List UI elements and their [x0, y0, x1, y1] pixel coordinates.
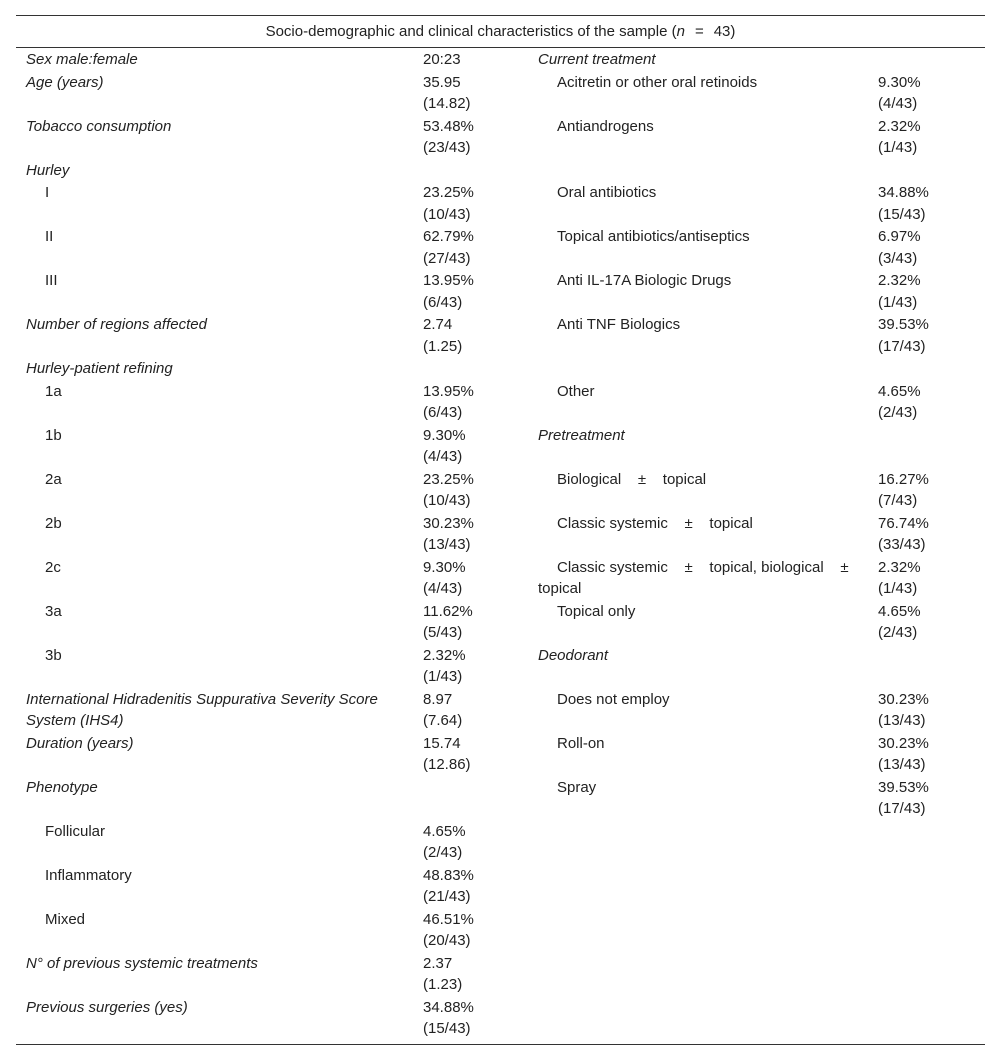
- characteristics-table: [16, 15, 985, 1045]
- table-row: [16, 181, 985, 225]
- row-left-label: Age (years): [26, 73, 104, 91]
- row-right-value: [868, 159, 985, 182]
- row-left-label: Tobacco consumption: [26, 117, 172, 135]
- row-right-value: [868, 952, 985, 996]
- row-right-label: Does not employ: [557, 690, 670, 708]
- row-left-label: Hurley: [26, 161, 70, 179]
- row-left-label: Hurley-patient refining: [26, 360, 173, 377]
- row-left-label: Number of regions affected: [26, 316, 207, 333]
- row-right-value: 34.88% (15/43): [878, 184, 929, 223]
- row-left-value: 13.95% (6/43): [423, 272, 474, 311]
- table-row: [16, 357, 985, 380]
- table-row: [16, 556, 985, 600]
- table-row: [16, 225, 985, 269]
- row-right-label: Other: [557, 382, 595, 400]
- row-right-label: Deodorant: [538, 646, 609, 664]
- row-right-label: [528, 908, 868, 952]
- row-right-label: [528, 864, 868, 908]
- row-right-value: 2.32% (1/43): [878, 117, 921, 156]
- row-left-value: 2.37 (1.23): [423, 954, 463, 993]
- row-left-label: Phenotype: [26, 778, 98, 796]
- table-row: [16, 380, 985, 424]
- row-right-label: Oral antibiotics: [557, 184, 657, 201]
- table-row: [16, 600, 985, 644]
- row-right-value: 2.32% (1/43): [878, 272, 921, 311]
- table-row: [16, 159, 985, 182]
- row-right-value: 30.23% (13/43): [878, 734, 929, 773]
- row-right-label: [528, 952, 868, 996]
- row-right-label: Pretreatment: [538, 426, 625, 444]
- row-right-label: Topical antibiotics/antiseptics: [557, 228, 750, 245]
- table-row: [16, 269, 985, 313]
- table-row: [16, 644, 985, 688]
- row-left-label: 1b: [45, 426, 62, 444]
- row-left-label: Follicular: [45, 822, 106, 840]
- table-row: [16, 996, 985, 1040]
- row-right-label: Roll-on: [557, 734, 605, 752]
- row-right-value: 39.53% (17/43): [878, 778, 929, 817]
- row-left-value: 9.30% (4/43): [423, 426, 466, 465]
- row-left-label: 3b: [45, 646, 62, 664]
- table-row: [16, 952, 985, 996]
- row-right-value: [868, 996, 985, 1040]
- row-right-value: 4.65% (2/43): [878, 382, 921, 421]
- row-right-value: 16.27% (7/43): [878, 470, 929, 509]
- row-left-value: 2.32% (1/43): [423, 646, 466, 685]
- row-right-label: Classic systemic ± topical: [557, 514, 753, 532]
- row-left-value: 23.25% (10/43): [423, 184, 474, 223]
- row-left-value: 13.95% (6/43): [423, 382, 474, 421]
- row-right-value: 4.65% (2/43): [878, 602, 921, 641]
- row-right-value: [868, 864, 985, 908]
- row-right-value: 30.23% (13/43): [878, 690, 929, 729]
- row-left-value: 8.97 (7.64): [423, 690, 463, 729]
- caption-equals: =: [694, 23, 704, 40]
- row-right-label: Antiandrogens: [557, 117, 654, 135]
- table-row: [16, 468, 985, 512]
- row-left-value: 34.88% (15/43): [423, 998, 474, 1037]
- row-right-value: [868, 424, 985, 468]
- row-right-label: [528, 820, 868, 864]
- row-left-value: [413, 776, 528, 820]
- table-row: [16, 313, 985, 357]
- row-right-label: Acitretin or other oral retinoids: [557, 73, 758, 91]
- row-right-value: 9.30% (4/43): [878, 73, 921, 112]
- row-left-label: I: [45, 184, 50, 201]
- row-left-value: 23.25% (10/43): [423, 470, 474, 509]
- row-right-label: Anti IL-17A Biologic Drugs: [557, 272, 732, 289]
- table-row: [16, 732, 985, 776]
- table-row: [16, 115, 985, 159]
- row-right-value: [868, 820, 985, 864]
- row-left-label: 2b: [45, 514, 62, 532]
- row-right-value: [868, 48, 985, 71]
- row-left-label: 3a: [45, 602, 62, 620]
- table-row: [16, 71, 985, 115]
- table-row: [16, 864, 985, 908]
- table-caption: [16, 16, 985, 48]
- row-left-label: Previous surgeries (yes): [26, 998, 188, 1016]
- row-right-value: 76.74% (33/43): [878, 514, 929, 553]
- row-right-value: 2.32% (1/43): [878, 558, 921, 597]
- table-row: [16, 908, 985, 952]
- row-left-value: 53.48% (23/43): [423, 117, 474, 156]
- row-left-label: Sex male:female: [26, 51, 138, 68]
- table-row: [16, 688, 985, 732]
- row-right-label: Classic systemic ± topical, biological ± topical: [538, 558, 866, 597]
- row-right-value: 6.97% (3/43): [878, 228, 921, 267]
- row-left-label: 2a: [45, 470, 62, 488]
- table-row: [16, 424, 985, 468]
- row-right-label: [528, 357, 868, 380]
- row-right-label: Anti TNF Biologics: [557, 316, 681, 333]
- row-right-label: Spray: [557, 778, 597, 796]
- row-right-label: Topical only: [557, 602, 636, 620]
- row-right-value: [868, 357, 985, 380]
- row-left-label: 2c: [45, 558, 61, 576]
- row-right-value: [868, 644, 985, 688]
- row-left-value: [413, 159, 528, 182]
- caption-prefix: Socio-demographic and clinical characteristics of the sample (: [265, 23, 677, 40]
- row-left-value: 4.65% (2/43): [423, 822, 466, 861]
- row-left-label: III: [45, 272, 58, 289]
- caption-count: 43): [713, 23, 736, 40]
- row-right-value: [868, 908, 985, 952]
- row-left-value: 15.74 (12.86): [423, 734, 471, 773]
- row-left-label: 1a: [45, 382, 62, 400]
- table-row: [16, 776, 985, 820]
- row-right-label: [528, 996, 868, 1040]
- row-left-value: 2.74 (1.25): [423, 316, 463, 355]
- row-left-value: 30.23% (13/43): [423, 514, 474, 553]
- row-left-value: 62.79% (27/43): [423, 228, 474, 267]
- table-row: [16, 512, 985, 556]
- row-left-label: N° of previous systemic treatments: [26, 954, 258, 972]
- table-body: [16, 48, 985, 1044]
- row-left-value: 35.95 (14.82): [423, 73, 471, 112]
- table-row: [16, 820, 985, 864]
- row-right-label: Current treatment: [538, 51, 656, 68]
- row-left-value: [413, 357, 528, 380]
- row-right-value: 39.53% (17/43): [878, 316, 929, 355]
- row-left-label: Inflammatory: [45, 866, 132, 884]
- table-row: [16, 48, 985, 71]
- caption-n: n: [676, 23, 685, 40]
- row-left-value: 46.51% (20/43): [423, 910, 474, 949]
- row-left-value: 9.30% (4/43): [423, 558, 466, 597]
- row-left-value: 11.62% (5/43): [423, 602, 473, 641]
- row-left-label: International Hidradenitis Suppurativa Severity Score System (IHS4): [26, 690, 383, 729]
- row-left-label: II: [45, 228, 54, 245]
- row-right-label: [528, 159, 868, 182]
- row-right-label: Biological ± topical: [557, 470, 707, 488]
- row-left-value: 48.83% (21/43): [423, 866, 474, 905]
- row-left-value: 20:23: [423, 51, 461, 68]
- row-left-label: Duration (years): [26, 734, 134, 752]
- row-left-label: Mixed: [45, 910, 86, 928]
